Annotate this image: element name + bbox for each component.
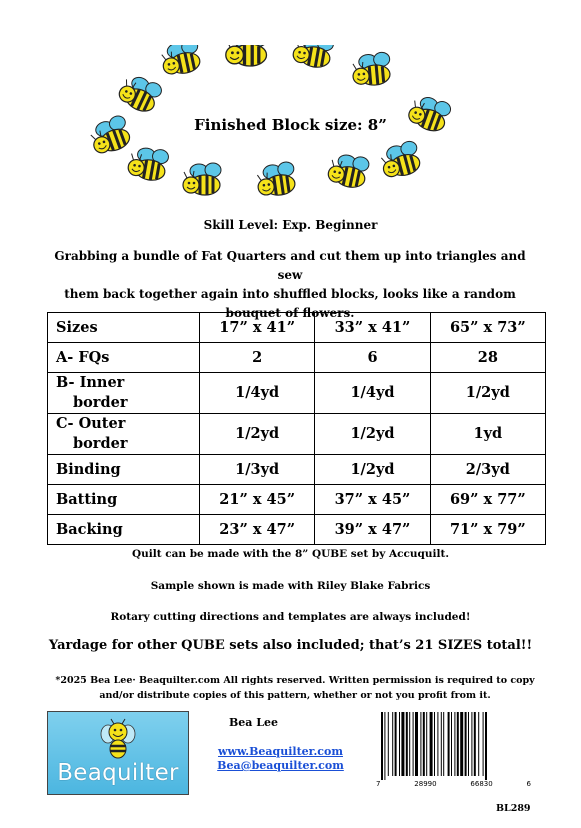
table-cell: 33” x 41” [315, 313, 430, 343]
bee-icon [351, 52, 392, 87]
copyright-line: and/or distribute copies of this pattern, whether or not you profit from it. [99, 690, 491, 701]
table-row [48, 515, 546, 545]
barcode-bar [415, 712, 418, 776]
row-label-line: border [73, 394, 128, 411]
bee-icon [159, 45, 203, 77]
bee-icon [127, 145, 170, 183]
barcode-bar [485, 712, 487, 780]
row-label [48, 414, 200, 455]
table-cell: 2 [200, 343, 315, 373]
qube-note: Quilt can be made with the 8” QUBE set by Accuquilt. [131, 548, 450, 560]
row-label: Sizes [48, 313, 200, 343]
barcode-bar [434, 712, 435, 776]
barcode-bar [478, 712, 479, 776]
table-row [48, 455, 546, 485]
barcode-bar [420, 712, 421, 776]
barcode-bar [384, 712, 385, 780]
row-label-line: border [73, 435, 128, 452]
barcode-bar [423, 712, 425, 776]
logo-text: Beaquilter [57, 760, 179, 786]
table-cell: 65” x 73” [430, 313, 545, 343]
intro-line: bouquet of flowers. [225, 306, 355, 320]
barcode-bar [399, 712, 400, 776]
barcode-bar [409, 712, 410, 776]
barcode-bar [454, 712, 455, 776]
website-link[interactable]: www.Beaquilter.com [218, 745, 343, 758]
table-cell: 1/2yd [200, 414, 315, 455]
row-label: Batting [48, 485, 200, 515]
table-cell: 1yd [430, 414, 545, 455]
table-row [48, 414, 546, 455]
rotary-note: Rotary cutting directions and templates are always included! [110, 611, 471, 623]
barcode-bar [465, 712, 467, 776]
table-cell: 69” x 77” [430, 485, 545, 515]
barcode-bar [392, 712, 393, 776]
table-cell: 1/4yd [315, 373, 430, 414]
barcode-bar [426, 712, 427, 776]
bee-icon [255, 161, 297, 198]
barcode-bar [381, 712, 383, 780]
barcode-bar [441, 712, 442, 776]
table-cell: 71” x 79” [430, 515, 545, 545]
barcode-digit-group: 6 [526, 780, 531, 788]
table-row [48, 373, 546, 414]
block-size-title: Finished Block size: 8” [194, 116, 387, 134]
barcode-bar [430, 712, 433, 776]
barcode-bar [443, 712, 444, 776]
barcode-bar [406, 712, 408, 776]
barcode-bar [451, 712, 452, 776]
table-cell: 1/4yd [200, 373, 315, 414]
table-cell: 1/2yd [315, 414, 430, 455]
table-cell: 17” x 41” [200, 313, 315, 343]
barcode-bar [395, 712, 397, 776]
copyright-notice [55, 673, 535, 703]
table-cell: 23” x 47” [200, 515, 315, 545]
barcode-bar [448, 712, 450, 776]
row-label: Binding [48, 455, 200, 485]
table-cell: 1/2yd [430, 373, 545, 414]
table-cell: 1/2yd [315, 455, 430, 485]
table-row [48, 485, 546, 515]
yardage-table [47, 312, 546, 545]
barcode-bar [437, 712, 438, 776]
table-cell: 2/3yd [430, 455, 545, 485]
email-link[interactable]: Bea@beaquilter.com [217, 759, 344, 772]
barcode-bar [460, 712, 463, 776]
barcode-bar [468, 712, 469, 776]
table-row [48, 343, 546, 373]
intro-line: Grabbing a bundle of Fat Quarters and cut them up into triangles and sew [54, 249, 526, 282]
table-cell: 39” x 47” [315, 515, 430, 545]
row-label-line: C- Outer [56, 415, 126, 432]
barcode-digit-group: 66830 [470, 780, 493, 788]
barcode-bar [457, 712, 459, 776]
pattern-code: BL289 [496, 803, 531, 814]
bee-icon [326, 151, 370, 190]
author-name: Bea Lee [229, 716, 278, 729]
barcode-digits [376, 780, 531, 788]
barcode-bar [401, 712, 404, 776]
table-cell: 21” x 45” [200, 485, 315, 515]
barcode-digit-group: 28990 [414, 780, 437, 788]
barcode [378, 712, 528, 780]
sizes-note: Yardage for other QUBE sets also included; that’s 21 SIZES total!! [48, 638, 533, 653]
barcode-bar [388, 712, 389, 776]
barcode-bar [483, 712, 484, 776]
intro-line: them back together again into shuffled blocks, looks like a random [64, 287, 516, 301]
barcode-bar [471, 712, 472, 776]
barcode-digit-group: 7 [376, 780, 381, 788]
table-cell: 6 [315, 343, 430, 373]
barcode-bar [474, 712, 476, 776]
table-cell: 1/3yd [200, 455, 315, 485]
bee-icon [116, 71, 164, 116]
bee-icon [378, 140, 423, 181]
barcode-bar [413, 712, 414, 776]
table-cell: 28 [430, 343, 545, 373]
fabric-note: Sample shown is made with Riley Blake Fabrics [150, 580, 431, 592]
bee-icon [292, 45, 335, 70]
bee-icon [226, 45, 268, 66]
row-label: A- FQs [48, 343, 200, 373]
row-label [48, 373, 200, 414]
table-row [48, 313, 546, 343]
row-label-line: B- Inner [56, 374, 125, 391]
bee-icon [183, 163, 221, 195]
row-label: Backing [48, 515, 200, 545]
copyright-line: *2025 Bea Lee· Beaquilter.com All rights reserved. Written permission is required to copy [55, 675, 535, 686]
table-cell: 37” x 45” [315, 485, 430, 515]
skill-level: Skill Level: Exp. Beginner [203, 218, 378, 232]
